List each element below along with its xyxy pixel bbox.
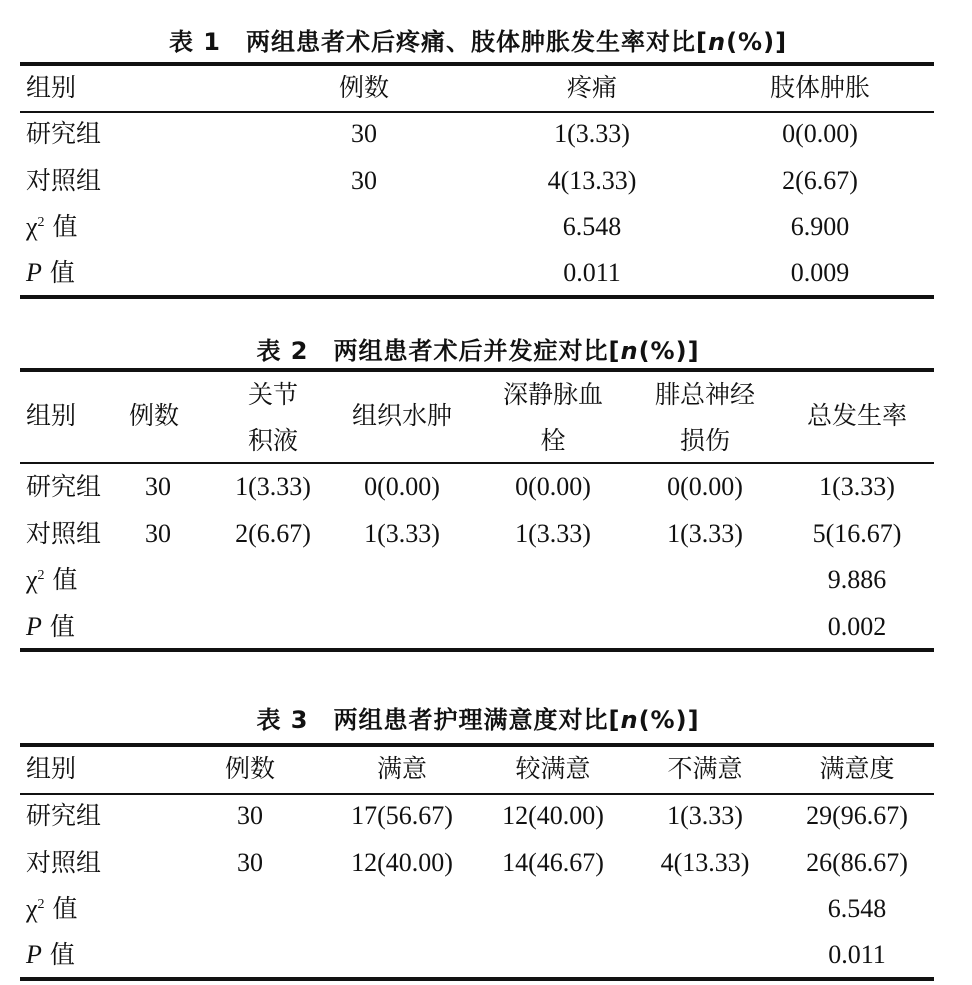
table3-row2-group: 对照组 (26, 848, 102, 877)
table2-caption-text: 表 2 两组患者术后并发症对比[ (256, 337, 621, 365)
table2-header-count: 例数 (128, 401, 180, 430)
table2-row1-joint: 1(3.33) (235, 472, 311, 501)
table1-header-group: 组别 (26, 73, 77, 102)
table2-row2-edema: 1(3.33) (364, 519, 440, 548)
table3-header-satisfied: 满意 (376, 754, 428, 783)
table2-header-total: 总发生率 (806, 401, 908, 430)
table3-caption (0, 706, 956, 734)
table2-p-total: 0.002 (827, 612, 887, 641)
table3-row2-fairly-satisfied: 14(46.67) (502, 848, 604, 877)
table1-row1-swelling: 0(0.00) (782, 119, 858, 148)
table1-p-label (26, 258, 75, 288)
table2-header-joint-effusion (248, 372, 298, 464)
table2-header-edema: 组织水肿 (351, 401, 453, 430)
header-line: 积液 (247, 426, 299, 455)
table1-header-swelling: 肢体肿胀 (769, 73, 871, 102)
table1-top-rule (20, 62, 934, 66)
table3-row1-group: 研究组 (26, 801, 102, 830)
table2-chi-label (26, 565, 78, 595)
table2-row2-count: 30 (145, 519, 171, 548)
table2-caption-end: (%)] (638, 337, 700, 365)
table1-header-count: 例数 (338, 73, 390, 102)
table2-row1-group: 研究组 (26, 472, 102, 501)
table2-caption-n: n (620, 337, 639, 365)
table1-caption (0, 28, 956, 56)
table1-chi-pain: 6.548 (562, 212, 622, 241)
table1-chi-label (26, 212, 78, 242)
table3-header-count: 例数 (224, 754, 276, 783)
table3-top-rule (20, 743, 934, 747)
table2-header-nerve-injury (655, 372, 755, 464)
table3-caption-end: (%)] (638, 706, 700, 734)
table3-caption-text: 表 3 两组患者护理满意度对比[ (256, 706, 621, 734)
table3-header-group: 组别 (26, 754, 77, 783)
header-line: 深静脉血 (502, 380, 604, 409)
chi-symbol: χ (26, 565, 38, 594)
table3-row1-rate: 29(96.67) (806, 801, 908, 830)
table2-top-rule (20, 368, 934, 372)
table3-row1-satisfied: 17(56.67) (351, 801, 453, 830)
chi-superscript: 2 (37, 897, 45, 912)
p-symbol: P (26, 612, 42, 641)
table3-row2-unsatisfied: 4(13.33) (660, 848, 750, 877)
table3-bottom-rule (20, 977, 934, 981)
table1-row1-pain: 1(3.33) (554, 119, 630, 148)
table2-row2-joint: 2(6.67) (235, 519, 311, 548)
p-symbol: P (26, 258, 42, 287)
table2-row2-dvt: 1(3.33) (515, 519, 591, 548)
table1-bottom-rule (20, 295, 934, 299)
table3-row1-count: 30 (237, 801, 263, 830)
table2-header-group: 组别 (26, 401, 77, 430)
table3-caption-n: n (620, 706, 639, 734)
table3-chi-rate: 6.548 (827, 894, 887, 923)
table3-p-rate: 0.011 (828, 940, 886, 969)
table3-p-label (26, 940, 75, 970)
header-line: 关节 (247, 380, 299, 409)
table1-row2-pain: 4(13.33) (547, 166, 637, 195)
table2-row2-total: 5(16.67) (812, 519, 902, 548)
table2-row1-count: 30 (145, 472, 171, 501)
table2-header-dvt (503, 372, 603, 464)
chi-symbol: χ (26, 894, 38, 923)
table1-p-swelling: 0.009 (790, 258, 850, 287)
chi-superscript: 2 (37, 568, 45, 583)
table2-chi-total: 9.886 (827, 565, 887, 594)
table2-row1-total: 1(3.33) (819, 472, 895, 501)
table3-row1-fairly-satisfied: 12(40.00) (502, 801, 604, 830)
table2-bottom-rule (20, 648, 934, 652)
table3-row2-rate: 26(86.67) (806, 848, 908, 877)
value-label: 值 (44, 212, 78, 241)
value-label: 值 (41, 940, 75, 969)
chi-symbol: χ (26, 212, 38, 241)
table3-row1-unsatisfied: 1(3.33) (667, 801, 743, 830)
value-label: 值 (44, 565, 78, 594)
table3-header-fairly-satisfied: 较满意 (515, 754, 591, 783)
table1-row1-count: 30 (351, 119, 377, 148)
table1-caption-text: 表 1 两组患者术后疼痛、肢体肿胀发生率对比[ (168, 28, 708, 56)
table1-header-rule (20, 111, 934, 113)
table3-header-unsatisfied: 不满意 (667, 754, 743, 783)
table1-caption-end: (%)] (726, 28, 788, 56)
table1-header-pain: 疼痛 (566, 73, 618, 102)
value-label: 值 (41, 258, 75, 287)
table3-row2-count: 30 (237, 848, 263, 877)
value-label: 值 (44, 894, 78, 923)
table3-header-rule (20, 793, 934, 795)
table3-header-satisfaction-rate: 满意度 (819, 754, 895, 783)
table1-p-pain: 0.011 (563, 258, 621, 287)
header-line: 损伤 (679, 426, 731, 455)
table2-row2-group: 对照组 (26, 519, 102, 548)
table1-chi-swelling: 6.900 (790, 212, 850, 241)
header-line: 栓 (540, 426, 566, 455)
p-symbol: P (26, 940, 42, 969)
table3-chi-label (26, 894, 78, 924)
table2-header-rule (20, 462, 934, 464)
table1-caption-n: n (707, 28, 727, 56)
table2-caption (0, 337, 956, 365)
value-label: 值 (41, 612, 75, 641)
table2-row1-dvt: 0(0.00) (515, 472, 591, 501)
table1-row2-group: 对照组 (26, 166, 102, 195)
table1-row2-swelling: 2(6.67) (782, 166, 858, 195)
chi-superscript: 2 (37, 215, 45, 230)
table2-row1-edema: 0(0.00) (364, 472, 440, 501)
table2-row1-nerve: 0(0.00) (667, 472, 743, 501)
header-line: 腓总神经 (654, 380, 756, 409)
table2-p-label (26, 612, 75, 642)
table3-row2-satisfied: 12(40.00) (351, 848, 453, 877)
table1-row1-group: 研究组 (26, 119, 102, 148)
table1-row2-count: 30 (351, 166, 377, 195)
table2-row2-nerve: 1(3.33) (667, 519, 743, 548)
